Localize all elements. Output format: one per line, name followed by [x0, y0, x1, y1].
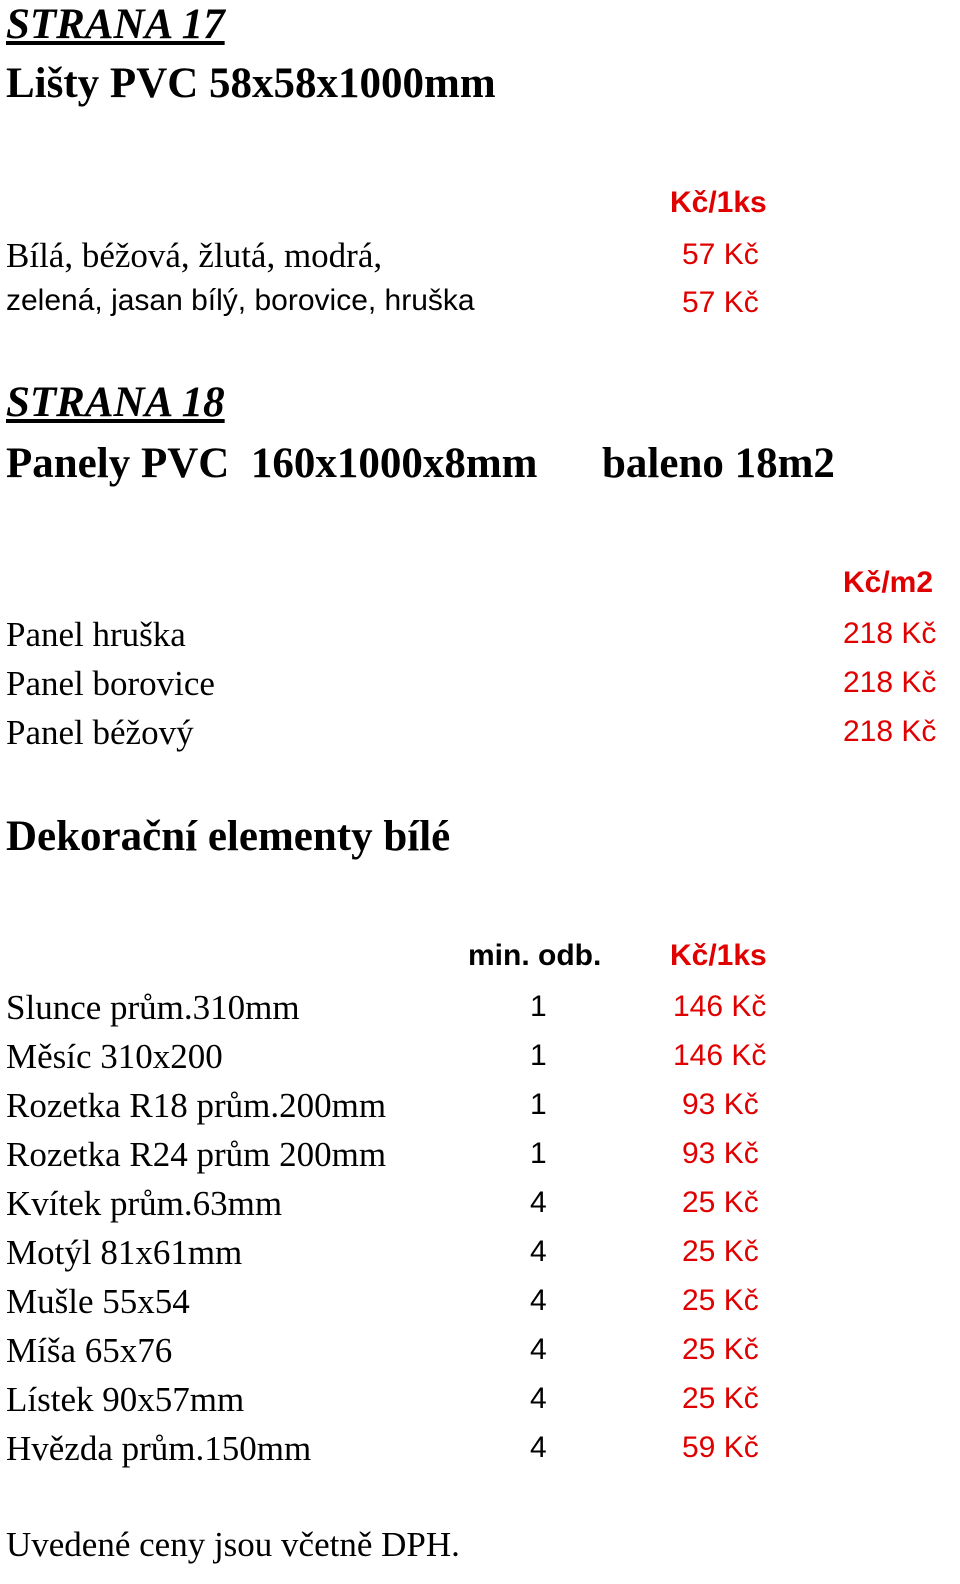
list-item-price: 218 Kč: [843, 666, 937, 699]
list-item-price: 25 Kč: [682, 1284, 759, 1317]
list-item-price: 218 Kč: [843, 715, 937, 748]
price-header-m2: Kč/m2: [843, 566, 934, 599]
list-item-price: 25 Kč: [682, 1235, 759, 1268]
list-item-name: Mušle 55x54: [6, 1282, 190, 1321]
list-item-name: Panel béžový: [6, 713, 194, 752]
list-item-name: Panel hruška: [6, 615, 186, 654]
section-label-strana-18: STRANA 18: [6, 379, 225, 426]
list-item-min: 4: [530, 1284, 547, 1317]
list-item-min: 1: [530, 1088, 547, 1121]
list-item-price: 25 Kč: [682, 1186, 759, 1219]
min-order-header: min. odb.: [468, 939, 602, 972]
list-item-min: 1: [530, 1137, 547, 1170]
list-item-price: 57 Kč: [682, 238, 759, 271]
list-item-name: Panel borovice: [6, 664, 215, 703]
list-item-price: 146 Kč: [673, 1039, 767, 1072]
list-item-price: 218 Kč: [843, 617, 937, 650]
list-item-min: 4: [530, 1431, 547, 1464]
list-item-min: 4: [530, 1382, 547, 1415]
list-item-price: 146 Kč: [673, 990, 767, 1023]
list-item-name: Kvítek prům.63mm: [6, 1184, 283, 1223]
section-title-panely: Panely PVC 160x1000x8mm: [6, 440, 538, 487]
list-item-name: Měsíc 310x200: [6, 1037, 223, 1076]
list-item-min: 4: [530, 1186, 547, 1219]
section-label-strana-17: STRANA 17: [6, 1, 225, 48]
list-item-name: Motýl 81x61mm: [6, 1233, 243, 1272]
list-item-price: 25 Kč: [682, 1382, 759, 1415]
list-item-min: 4: [530, 1235, 547, 1268]
list-item-price: 59 Kč: [682, 1431, 759, 1464]
footer-vat-note: Uvedené ceny jsou včetně DPH.: [6, 1525, 460, 1564]
list-item-name: zelená, jasan bílý, borovice, hruška: [6, 284, 475, 317]
list-item-min: 1: [530, 1039, 547, 1072]
list-item-name: Rozetka R24 prům 200mm: [6, 1135, 387, 1174]
price-header-ks: Kč/1ks: [670, 939, 767, 972]
list-item-name: Míša 65x76: [6, 1331, 173, 1370]
list-item-price: 93 Kč: [682, 1088, 759, 1121]
list-item-name: Rozetka R18 prům.200mm: [6, 1086, 387, 1125]
section-title-listy: Lišty PVC 58x58x1000mm: [6, 60, 496, 107]
list-item-name: Hvězda prům.150mm: [6, 1429, 312, 1468]
list-item-price: 57 Kč: [682, 286, 759, 319]
pack-info: baleno 18m2: [602, 440, 835, 487]
list-item-name: Lístek 90x57mm: [6, 1380, 245, 1419]
list-item-price: 25 Kč: [682, 1333, 759, 1366]
section-title-dekoracni: Dekorační elementy bílé: [6, 813, 451, 860]
list-item-price: 93 Kč: [682, 1137, 759, 1170]
list-item-min: 4: [530, 1333, 547, 1366]
list-item-name: Bílá, béžová, žlutá, modrá,: [6, 236, 383, 275]
price-header-ks: Kč/1ks: [670, 186, 767, 219]
list-item-name: Slunce prům.310mm: [6, 988, 300, 1027]
list-item-min: 1: [530, 990, 547, 1023]
